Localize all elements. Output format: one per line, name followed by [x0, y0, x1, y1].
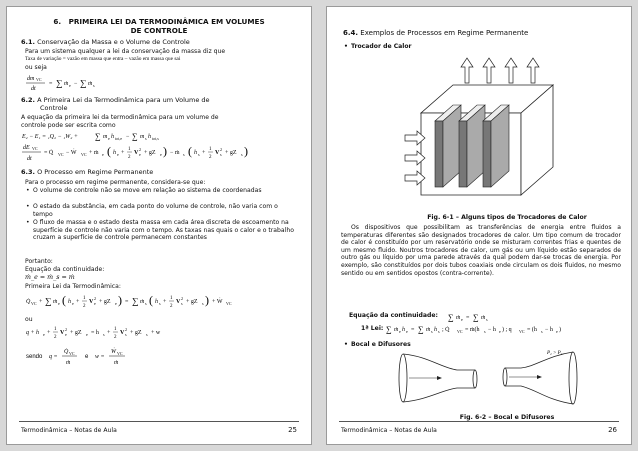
svg-text:2: 2: [65, 327, 67, 332]
svg-text:2: 2: [54, 335, 57, 340]
svg-text:e: e: [58, 301, 60, 306]
section-title: A Primeira Lei da Termodinâmica para um Volume de: [37, 96, 210, 104]
svg-text:+ gZ: + gZ: [99, 299, 111, 305]
svg-text:1: 1: [54, 327, 57, 332]
svg-text:VC: VC: [32, 146, 38, 151]
paragraph: A equação da primeira lei da termodinâmica para um volume de: [21, 114, 219, 121]
svg-text:+ gZ: + gZ: [144, 150, 156, 156]
sendo-equation: [25, 346, 165, 371]
svg-text:s: s: [103, 332, 105, 337]
svg-text:sendo: sendo: [26, 354, 43, 360]
svg-text:s: s: [484, 329, 486, 334]
svg-text:e: e: [86, 332, 88, 337]
paragraph: Taxa de variação = vazão em massa que entra – vazão em massa que sai: [25, 56, 181, 62]
svg-text:s: s: [438, 329, 440, 334]
svg-text:e: e: [556, 329, 558, 334]
svg-text:VC: VC: [226, 301, 232, 306]
section-6-1-heading: [21, 38, 190, 46]
list-item: • O fluxo de massa e o estado desta massa em cada área discreta de escoamento na superfície de controle não varia com o tempo. As taxas nas quais o calor e o trabalho cruzam a superfície de controle permanecem constantes: [33, 219, 299, 242]
page-number: 26: [608, 426, 617, 434]
paragraph: controle pode ser escrita como: [21, 122, 116, 129]
chapter-title-line2: DE CONTROLE: [130, 26, 188, 35]
svg-text:h: h: [194, 150, 197, 156]
svg-text:ṁ: ṁ: [64, 81, 69, 87]
svg-text:s: s: [125, 332, 127, 337]
svg-text:1: 1: [209, 147, 212, 152]
svg-text:h: h: [148, 134, 151, 140]
svg-text:V: V: [176, 299, 181, 305]
svg-text:∑: ∑: [56, 78, 63, 88]
svg-text:e: e: [399, 329, 401, 334]
svg-text:VC: VC: [519, 329, 525, 334]
equation-graphic: [25, 291, 295, 313]
svg-text:(: (: [62, 293, 66, 307]
svg-text:+: +: [163, 299, 167, 305]
svg-text:s: s: [431, 329, 433, 334]
svg-text:e: e: [406, 329, 408, 334]
list-item: • O estado da substância, em cada ponto do volume de controle, não varia com o tempo: [33, 203, 299, 218]
svg-text:VC: VC: [69, 351, 75, 356]
svg-text:): ): [163, 144, 167, 158]
page-number: 25: [288, 426, 297, 434]
svg-text:s: s: [241, 152, 243, 157]
equation-label: Equação da continuidade:: [25, 266, 105, 273]
svg-text:s: s: [202, 301, 204, 306]
svg-text:s: s: [541, 329, 543, 334]
continuity-equation: ṁ_e = ṁ_s = ṁ: [25, 274, 75, 281]
svg-text:E₂ − E₁ = ₁Q₂ − ₁W₂ +: E₂ − E₁ = ₁Q₂ − ₁W₂ +: [22, 134, 78, 140]
section-title-cont: Controle: [40, 104, 68, 112]
svg-text:− h: − h: [488, 327, 496, 333]
svg-text:): ): [118, 293, 122, 307]
svg-text:e: e: [85, 354, 89, 360]
heat-exchanger-figure: [403, 55, 563, 205]
svg-text:1: 1: [114, 327, 117, 332]
svg-text:e: e: [102, 152, 104, 157]
section-number: 6.4.: [343, 29, 359, 37]
list-item-trocador: • Trocador de Calor: [351, 43, 412, 51]
svg-text:∑: ∑: [418, 325, 424, 334]
svg-text:h: h: [68, 299, 71, 305]
svg-text:ṁ: ṁ: [66, 360, 71, 366]
svg-text:s: s: [486, 317, 488, 322]
svg-text:): ): [244, 144, 248, 158]
nozzle-diffuser-figure: [397, 346, 597, 412]
svg-text:V: V: [120, 330, 125, 336]
svg-text:e: e: [499, 329, 501, 334]
svg-text:Q̇: Q̇: [64, 349, 69, 355]
svg-text:= Q̇: = Q̇: [44, 150, 54, 156]
svg-text:− ṁ: − ṁ: [170, 150, 180, 156]
svg-text:2: 2: [83, 304, 86, 309]
footer-rule: [19, 421, 299, 422]
svg-text:q =: q =: [49, 354, 58, 360]
svg-text:ṁ: ṁ: [140, 299, 145, 305]
section-title: Exemplos de Processos em Regime Permanente: [360, 29, 529, 37]
svg-text:tot,s: tot,s: [152, 136, 159, 141]
page-left: [6, 6, 312, 445]
svg-text:+ gZ: + gZ: [70, 330, 82, 336]
svg-text:s: s: [145, 136, 147, 141]
svg-text:V: V: [60, 330, 65, 336]
figure-caption-6-2: Fig. 6-2 – Bocal e Difusores: [459, 414, 555, 421]
svg-text:+: +: [39, 299, 43, 305]
svg-text:2: 2: [128, 155, 131, 160]
svg-text:; Q̇: ; Q̇: [442, 327, 450, 333]
svg-text:+: +: [121, 150, 125, 156]
svg-text:=: =: [49, 81, 53, 87]
first-law-rate-equation: [21, 141, 301, 168]
svg-text:VC: VC: [31, 301, 37, 306]
svg-text:∑: ∑: [95, 132, 101, 141]
chapter-number: 6.: [53, 17, 62, 26]
svg-text:∑: ∑: [80, 78, 87, 88]
svg-text:e: e: [65, 332, 67, 337]
svg-text:): ): [205, 293, 209, 307]
svg-text:ṁ: ṁ: [114, 360, 119, 366]
svg-text:+ Ẇ: + Ẇ: [212, 299, 223, 305]
svg-text:e: e: [160, 152, 162, 157]
svg-text:−: −: [74, 81, 78, 87]
equation-graphic: [21, 141, 301, 165]
svg-text:VC: VC: [36, 77, 42, 82]
svg-text:h: h: [402, 327, 405, 333]
svg-text:2: 2: [114, 335, 117, 340]
svg-text:+: +: [202, 150, 206, 156]
svg-text:∑: ∑: [132, 132, 138, 141]
page-right: [326, 6, 632, 445]
equation-label: Primeira Lei da Termodinâmica:: [25, 283, 121, 290]
svg-text:+ gZ: + gZ: [130, 330, 142, 336]
chapter-heading: [21, 17, 297, 35]
svg-text:h: h: [111, 134, 114, 140]
svg-text:+ w: + w: [151, 330, 161, 336]
svg-text:e: e: [115, 301, 117, 306]
svg-text:m: m: [103, 134, 108, 140]
svg-text:s: s: [146, 332, 148, 337]
svg-text:+: +: [107, 330, 111, 336]
equation-graphic: [25, 346, 165, 368]
footer-text: Termodinâmica – Notas de Aula: [341, 427, 437, 434]
svg-text:s: s: [183, 152, 185, 157]
svg-text:+: +: [76, 299, 80, 305]
svg-text:∑: ∑: [45, 296, 52, 306]
svg-text:e: e: [461, 317, 463, 322]
svg-text:2: 2: [170, 304, 173, 309]
svg-text:2: 2: [209, 155, 212, 160]
svg-text:2: 2: [139, 147, 141, 152]
paragraph: ou seja: [25, 64, 47, 71]
svg-text:V: V: [134, 150, 139, 156]
svg-text:ṁ: ṁ: [88, 81, 93, 87]
svg-text:VC: VC: [58, 152, 64, 157]
svg-text:V: V: [89, 299, 94, 305]
svg-text:1: 1: [83, 296, 86, 301]
section-6-2-heading: [21, 96, 210, 112]
paragraph: Para um sistema qualquer a lei da conservação da massa diz que: [25, 48, 226, 55]
svg-text:+ gZ: + gZ: [186, 299, 198, 305]
equation-graphic: [25, 73, 115, 93]
svg-text:= h: = h: [91, 330, 99, 336]
svg-text:∑: ∑: [132, 296, 139, 306]
svg-text:=: =: [125, 299, 129, 305]
svg-text:1: 1: [170, 296, 173, 301]
svg-text:− h: − h: [545, 327, 553, 333]
svg-text:+ ṁ: + ṁ: [89, 150, 99, 156]
paragraph: ou: [25, 316, 33, 323]
svg-text:= ṁ(h: = ṁ(h: [465, 327, 480, 333]
svg-text:2: 2: [181, 296, 183, 301]
steady-first-law-equation: [25, 291, 295, 316]
svg-text:(: (: [107, 144, 111, 158]
svg-text:e: e: [117, 152, 119, 157]
svg-text:2: 2: [94, 296, 96, 301]
svg-text:q + h: q + h: [26, 330, 40, 336]
svg-text:s: s: [198, 152, 200, 157]
svg-text:∑: ∑: [386, 325, 392, 334]
figure-caption-6-1: Fig. 6-1 – Alguns tipos de Trocadores de Calor: [427, 214, 587, 221]
paragraph: Para o processo em regime permanente, considera-se que:: [25, 179, 206, 186]
equation-graphic: [385, 323, 575, 335]
svg-text:V: V: [215, 150, 220, 156]
svg-text:e: e: [72, 301, 74, 306]
svg-text:m: m: [140, 134, 145, 140]
svg-text:h: h: [113, 150, 116, 156]
svg-text:= (h: = (h: [527, 327, 537, 333]
footer-rule: [339, 421, 619, 422]
svg-text:dm: dm: [27, 76, 35, 82]
svg-text:VC: VC: [457, 329, 463, 334]
list-item-bocal: • Bocal e Difusores: [351, 341, 411, 349]
section-6-4-heading: [343, 29, 528, 37]
svg-text:+ gZ: + gZ: [225, 150, 237, 156]
equation-label: Equação da continuidade:: [349, 312, 438, 319]
svg-text:tot,e: tot,e: [115, 136, 122, 141]
section-6-3-heading: [21, 168, 153, 176]
paragraph: Portanto:: [25, 258, 53, 265]
section-number: 6.2.: [21, 96, 35, 104]
equation-label: 1ª Lei:: [361, 325, 384, 332]
svg-text:ṁ: ṁ: [456, 315, 461, 321]
svg-text:+: +: [47, 330, 51, 336]
section-title: Conservação da Massa e o Volume de Controle: [37, 38, 190, 46]
svg-text:w =: w =: [95, 354, 105, 360]
svg-text:s: s: [93, 83, 95, 88]
svg-text:2: 2: [220, 147, 222, 152]
svg-text:1: 1: [128, 147, 131, 152]
equation-graphic: [25, 323, 225, 343]
svg-text:s: s: [181, 301, 183, 306]
svg-text:s: s: [159, 301, 161, 306]
specific-first-law-equation: [25, 323, 225, 346]
svg-text:ṁ: ṁ: [481, 315, 486, 321]
svg-text:s: s: [145, 301, 147, 306]
svg-text:e: e: [108, 136, 110, 141]
svg-text:e: e: [94, 301, 96, 306]
svg-text:s: s: [220, 152, 222, 157]
section-number: 6.1.: [21, 38, 35, 46]
list-item: • O volume de controle não se move em relação ao sistema de coordenadas: [33, 187, 299, 195]
svg-text:− Ẇ: − Ẇ: [66, 150, 77, 156]
svg-text:VC: VC: [117, 351, 123, 356]
svg-text:dt: dt: [31, 86, 36, 92]
paragraph-trocadores: Os dispositivos que possibilitam as transferências de energia entre fluidos a temperaturas diferentes são designados trocadores de calor. Um tipo comum de trocador de calor é constituído por um reservatório onde se misturam correntes frias e quentes de um mesmo fluido. Noutros trocadores de calor, um gás ou um líquido estão separados de outro gás ou líquido por uma parede através da qual podem dar-se trocas de energia. Por exemplo, são constituídos por dois tubos coaxiais onde circulam os dois fluidos, no mesmo sentido ou em sentidos opostos (contra-corrente).: [341, 224, 621, 277]
svg-text:dE: dE: [23, 145, 30, 151]
svg-text:=: =: [411, 327, 415, 333]
svg-text:e: e: [43, 332, 45, 337]
svg-text:−: −: [126, 134, 130, 140]
equation-graphic: [447, 311, 517, 323]
svg-text:2: 2: [125, 327, 127, 332]
svg-text:∑: ∑: [473, 313, 479, 322]
equation-graphic: [21, 129, 191, 141]
section-number: 6.3.: [21, 168, 35, 176]
svg-text:h: h: [434, 327, 437, 333]
svg-text:): ): [559, 327, 561, 333]
svg-text:ṁ: ṁ: [394, 327, 399, 333]
svg-text:h: h: [155, 299, 158, 305]
svg-text:∑: ∑: [448, 313, 454, 322]
svg-text:P₂ > P₁: P₂ > P₁: [547, 351, 563, 356]
footer-text: Termodinâmica – Notas de Aula: [21, 427, 117, 434]
svg-text:ṁ: ṁ: [53, 299, 58, 305]
section-title: O Processo em Regime Permanente: [37, 168, 154, 176]
chapter-title-line1: PRIMEIRA LEI DA TERMODINÂMICA EM VOLUMES: [68, 17, 265, 26]
svg-text:) ; q: ) ; q: [502, 327, 512, 333]
first-law-heat-exchanger: [385, 323, 575, 338]
svg-text:(: (: [188, 144, 192, 158]
svg-text:ṁ: ṁ: [426, 327, 431, 333]
svg-text:VC: VC: [81, 152, 87, 157]
svg-text:e: e: [139, 152, 141, 157]
svg-text:=: =: [466, 315, 470, 321]
svg-text:dt: dt: [27, 156, 32, 162]
svg-text:e: e: [69, 83, 71, 88]
mass-conservation-equation: [25, 73, 115, 96]
svg-text:Ẇ: Ẇ: [111, 349, 116, 355]
svg-text:(: (: [149, 293, 153, 307]
svg-text:Q̇: Q̇: [26, 299, 31, 305]
